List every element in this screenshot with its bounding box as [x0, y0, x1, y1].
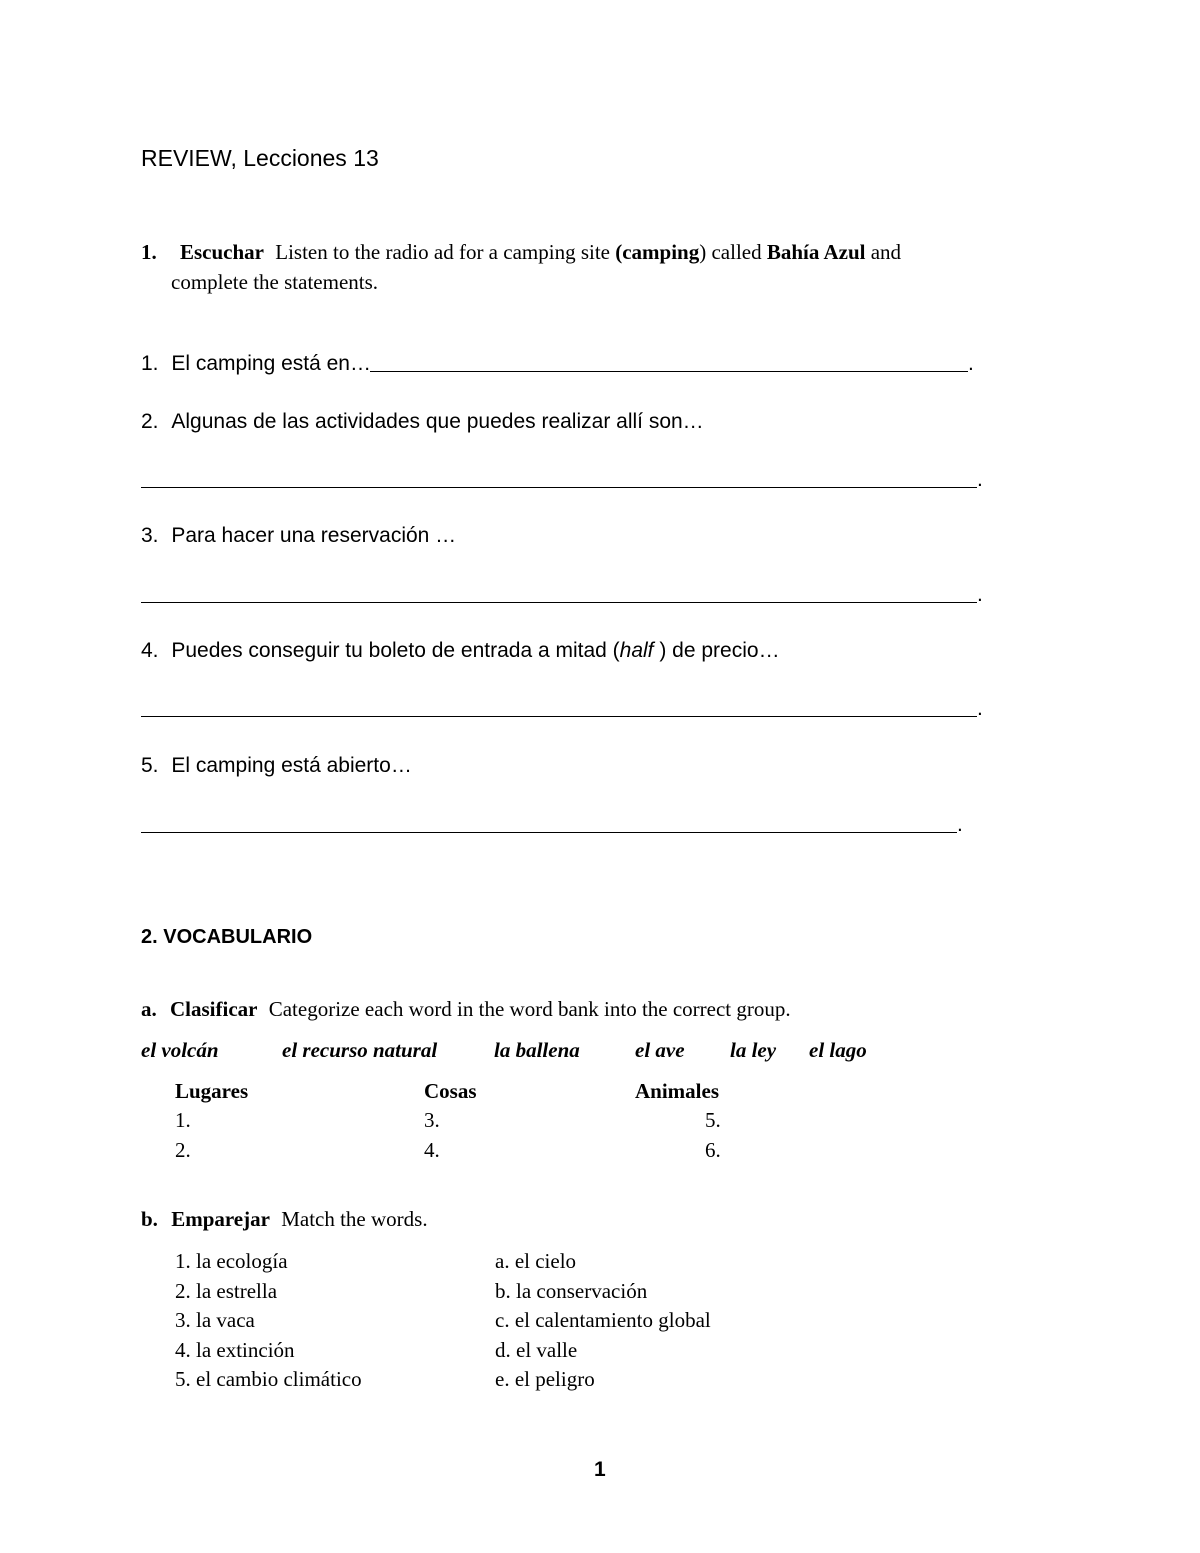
- answer-period: .: [968, 352, 974, 375]
- question-text-a: Puedes conseguir tu boleto de entrada a mitad (: [171, 639, 620, 662]
- answer-line-3[interactable]: [141, 602, 977, 603]
- question-4: [141, 639, 780, 663]
- column-item: 6.: [705, 1138, 721, 1162]
- question-text-b: ) de precio…: [653, 639, 780, 662]
- word-bank-item: el recurso natural: [282, 1038, 438, 1062]
- column-header-lugares: Lugares: [175, 1079, 249, 1103]
- exercise-b-letter: b.: [141, 1207, 158, 1231]
- match-left-item: 3. la vaca: [175, 1308, 255, 1332]
- match-right-item: b. la conservación: [495, 1279, 648, 1303]
- section2-heading: 2. VOCABULARIO: [141, 926, 313, 948]
- match-right-item: a. el cielo: [495, 1249, 577, 1273]
- match-right-item: d. el valle: [495, 1338, 578, 1362]
- answer-period: .: [957, 813, 963, 836]
- question-text-italic: half: [619, 639, 654, 662]
- exercise-a-letter: a.: [141, 997, 157, 1021]
- question-2: [141, 410, 704, 434]
- question-5: [141, 754, 412, 778]
- exercise-b-instruction: Match the words.: [281, 1207, 428, 1231]
- question-1: [141, 352, 371, 376]
- question-text: Para hacer una reservación …: [171, 524, 457, 547]
- answer-period: .: [977, 697, 983, 720]
- question-text: El camping está en…: [171, 352, 371, 375]
- word-bank-item: la ballena: [494, 1038, 580, 1062]
- section1-intro-bold2: Bahía Azul: [766, 240, 866, 264]
- section1-heading: [141, 240, 901, 265]
- column-item: 5.: [705, 1108, 721, 1132]
- section1-intro-a: Listen to the radio ad for a camping site: [275, 240, 616, 264]
- exercise-b-heading: [141, 1207, 428, 1232]
- question-number: 4.: [141, 639, 159, 662]
- question-number: 1.: [141, 352, 159, 375]
- exercise-a-title: Clasificar: [170, 997, 258, 1021]
- word-bank-item: el ave: [635, 1038, 685, 1062]
- column-header-cosas: Cosas: [424, 1079, 477, 1103]
- answer-period: .: [977, 468, 983, 491]
- column-item: 3.: [424, 1108, 440, 1132]
- match-left-item: 2. la estrella: [175, 1279, 278, 1303]
- word-bank-item: la ley: [730, 1038, 777, 1062]
- answer-line-1[interactable]: [370, 371, 968, 372]
- match-right-item: c. el calentamiento global: [495, 1308, 711, 1332]
- word-bank-item: el volcán: [141, 1038, 219, 1062]
- match-left-item: 1. la ecología: [175, 1249, 288, 1273]
- question-3: [141, 524, 456, 548]
- section1-number: 1.: [141, 240, 157, 264]
- question-number: 3.: [141, 524, 159, 547]
- column-item: 4.: [424, 1138, 440, 1162]
- exercise-a-instruction: Categorize each word in the word bank into the correct group.: [268, 997, 791, 1021]
- column-item: 1.: [175, 1108, 191, 1132]
- word-bank-item: el lago: [809, 1038, 867, 1062]
- page-title: REVIEW, Lecciones 13: [141, 145, 379, 171]
- section1-intro-line2: complete the statements.: [171, 270, 379, 294]
- question-number: 2.: [141, 410, 159, 433]
- section1-intro-b: ) called: [699, 240, 767, 264]
- question-text: Algunas de las actividades que puedes realizar allí son…: [171, 410, 704, 433]
- question-number: 5.: [141, 754, 159, 777]
- match-right-item: e. el peligro: [495, 1367, 595, 1391]
- match-left-item: 4. la extinción: [175, 1338, 295, 1362]
- answer-line-2[interactable]: [141, 487, 977, 488]
- answer-line-5[interactable]: [141, 832, 957, 833]
- match-left-item: 5. el cambio climático: [175, 1367, 362, 1391]
- section1-intro-c: and: [865, 240, 902, 264]
- answer-period: .: [977, 583, 983, 606]
- exercise-a-heading: [141, 997, 791, 1022]
- section1-title: Escuchar: [180, 240, 264, 264]
- section1-intro-bold1: (camping: [615, 240, 700, 264]
- column-header-animales: Animales: [635, 1079, 719, 1103]
- column-item: 2.: [175, 1138, 191, 1162]
- question-text: El camping está abierto…: [171, 754, 412, 777]
- page-number: 1: [594, 1458, 606, 1481]
- answer-line-4[interactable]: [141, 716, 977, 717]
- exercise-b-title: Emparejar: [171, 1207, 270, 1231]
